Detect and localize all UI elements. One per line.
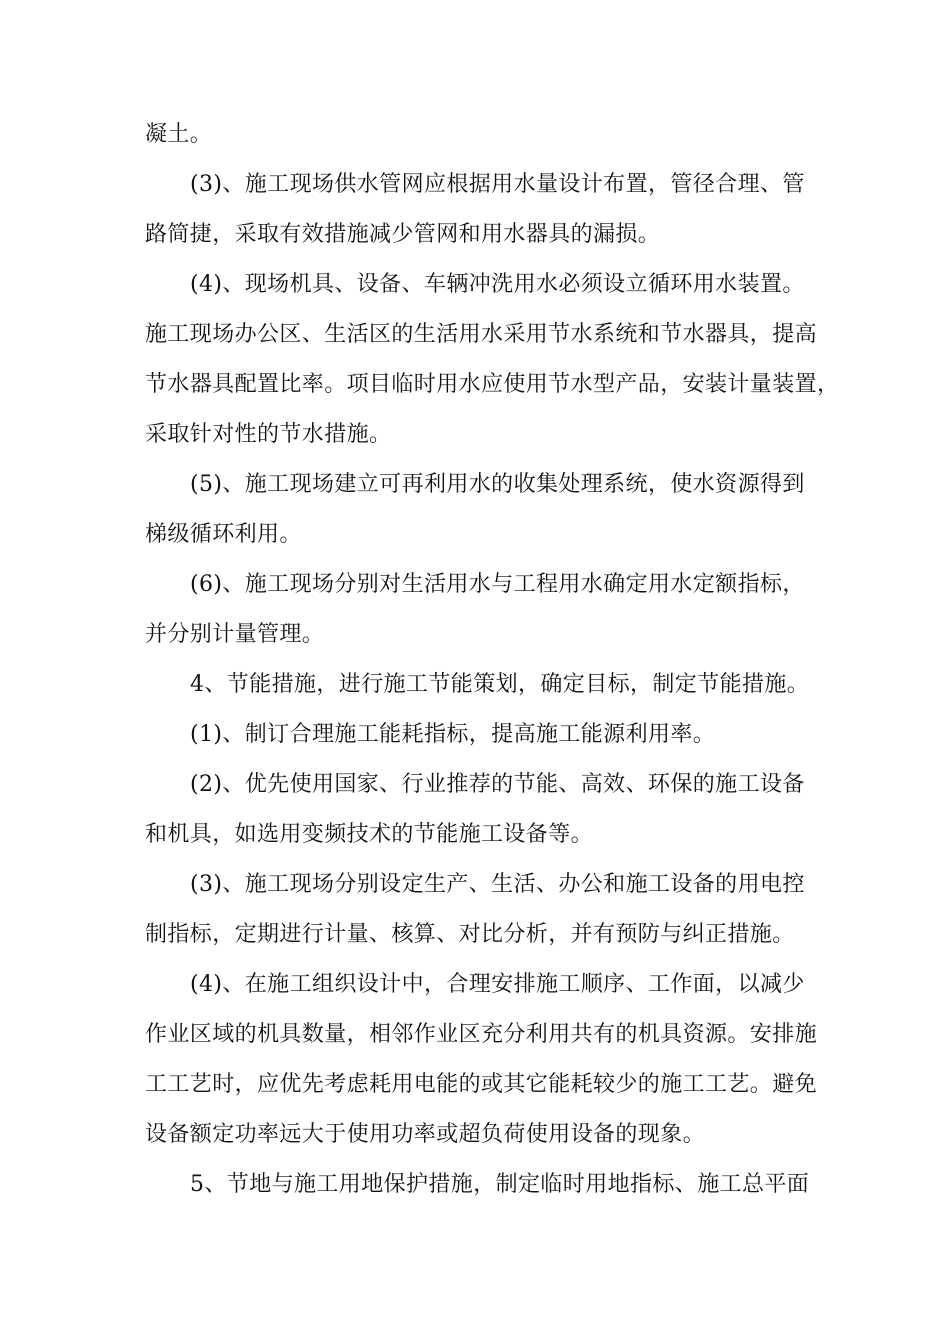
text-line: 路简捷，采取有效措施减少管网和用水器具的漏损。 bbox=[145, 222, 661, 247]
text-line: (3)、施工现场分别设定生产、生活、办公和施工设备的用电控 bbox=[190, 872, 805, 897]
text-line: 作业区域的机具数量，相邻作业区充分利用共有的机具资源。安排施 bbox=[145, 1022, 818, 1047]
text-line: 工工艺时，应优先考虑耗用电能的或其它能耗较少的施工工艺。避免 bbox=[145, 1072, 818, 1097]
text-line: 施工现场办公区、生活区的生活用水采用节水系统和节水器具，提高 bbox=[145, 322, 818, 347]
text-line: 采取针对性的节水措施。 bbox=[145, 422, 392, 447]
text-line: (2)、优先使用国家、行业推荐的节能、高效、环保的施工设备 bbox=[190, 772, 805, 797]
text-line: 并分别计量管理。 bbox=[145, 622, 325, 647]
text-line: (3)、施工现场供水管网应根据用水量设计布置，管径合理、管 bbox=[190, 172, 805, 197]
text-line: 4、节能措施，进行施工节能策划，确定目标，制定节能措施。 bbox=[190, 672, 810, 697]
text-line: 制指标，定期进行计量、核算、对比分析，并有预防与纠正措施。 bbox=[145, 922, 795, 947]
text-line: (6)、施工现场分别对生活用水与工程用水确定用水定额指标， bbox=[190, 572, 805, 597]
text-line: 梯级循环利用。 bbox=[145, 522, 302, 547]
text-line: (4)、在施工组织设计中，合理安排施工顺序、工作面，以减少 bbox=[190, 972, 805, 997]
text-line: (1)、制订合理施工能耗指标，提高施工能源利用率。 bbox=[190, 722, 716, 747]
text-line: 凝土。 bbox=[145, 122, 213, 147]
text-line: 5、节地与施工用地保护措施，制定临时用地指标、施工总平面 bbox=[190, 1172, 810, 1197]
text-line: 节水器具配置比率。项目临时用水应使用节水型产品，安装计量装置， bbox=[145, 372, 840, 397]
text-line: 设备额定功率远大于使用功率或超负荷使用设备的现象。 bbox=[145, 1122, 706, 1147]
text-line: (4)、现场机具、设备、车辆冲洗用水必须设立循环用水装置。 bbox=[190, 272, 805, 297]
text-line: 和机具，如选用变频技术的节能施工设备等。 bbox=[145, 822, 594, 847]
text-line: (5)、施工现场建立可再利用水的收集处理系统，使水资源得到 bbox=[190, 472, 805, 497]
